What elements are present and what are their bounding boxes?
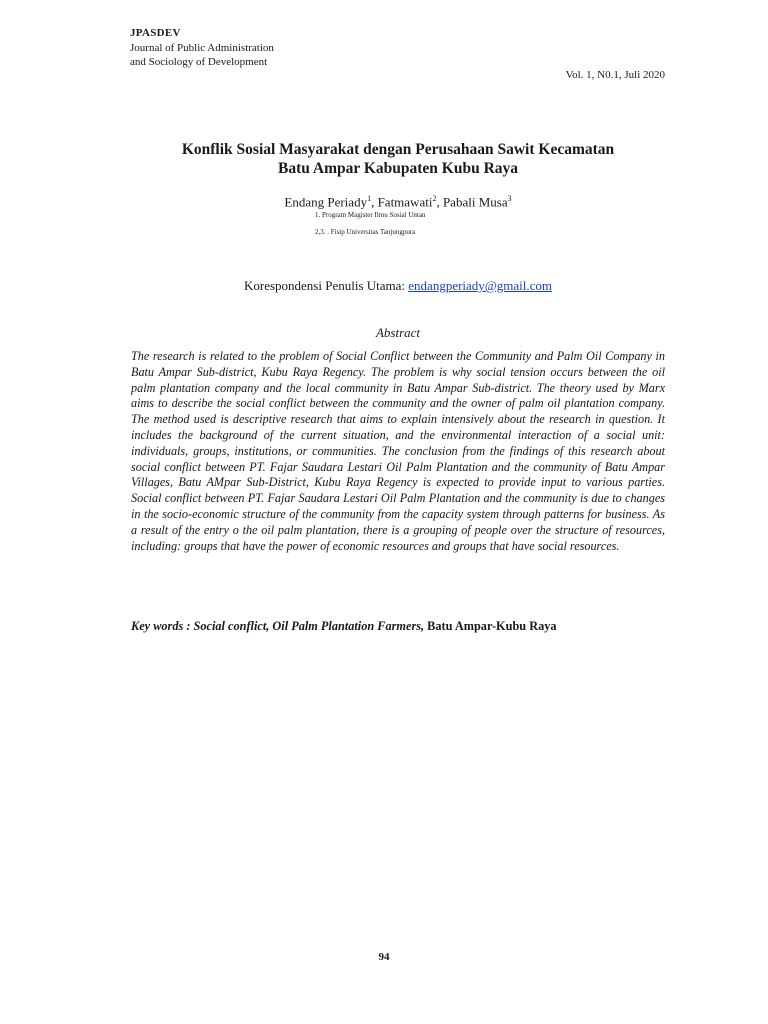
- keywords-label: Key words : Social conflict, Oil Palm Plantation Farmers,: [131, 619, 425, 633]
- author-name: Pabali Musa: [442, 194, 508, 210]
- author-affiliation-marker: 2: [432, 194, 437, 203]
- abstract-body: The research is related to the problem of Social Conflict between the Community and Palm Oil Company in Batu Ampar Sub-district, Kubu Raya Regency. The problem is why social tension occurs between the oil palm plantation company and the local community in Batu Ampar Sub-district. The theory used by Marx aims to describe the social conflict between the community and the owner of palm oil plantation company. The method used is descriptive research that aims to explain intensively about the research in question. It includes the background of the current situation, and the environmental interaction of a social unit: individuals, groups, institutions, or communities. The conclusion from the findings of this research about social conflict between PT. Fajar Saudara Lestari Oil Palm Plantation and the community of Batu Ampar Villages, Batu AMpar Sub-District, Kubu Raya Regency is expected to provide input to various parties. Social conflict between PT. Fajar Saudara Lestari Oil Palm Plantation and the community is due to changes in the socio-economic structure of the community from the capacity system through patterns for business. As a result of the entry o the oil palm plantation, there is a grouping of people over the structure of resources, including: groups that have the power of economic resources and groups that have social resources.: [131, 349, 665, 553]
- abstract-heading: Abstract: [375, 325, 421, 340]
- author-affiliation-marker: 3: [507, 194, 512, 203]
- author-list: [130, 194, 666, 210]
- author-affiliation-marker: 1: [367, 194, 372, 203]
- author-separator: ,: [371, 194, 378, 210]
- author-name: Endang Periady: [284, 194, 368, 210]
- correspondence-label: Korespondensi Penulis Utama:: [243, 278, 409, 293]
- title-line1: Konflik Sosial Masyarakat dengan Perusahaan Sawit Kecamatan: [181, 141, 615, 158]
- author-name: Fatmawati: [377, 194, 433, 210]
- correspondence-email-link[interactable]: endangperiady@gmail.com: [408, 278, 553, 293]
- author-separator: ,: [436, 194, 443, 210]
- correspondence-line: [130, 278, 666, 294]
- journal-name-line1: Journal of Public Administration: [130, 42, 274, 54]
- keywords-rest: Batu Ampar-Kubu Raya: [424, 619, 557, 633]
- keywords-line: [131, 619, 557, 634]
- article-title: [130, 140, 666, 178]
- journal-name-line2: and Sociology of Development: [130, 56, 268, 68]
- page-number: 94: [378, 951, 390, 963]
- affiliation-1: 1. Program Magister Ilmu Sosial Untan: [315, 211, 426, 219]
- affiliation-2: 2,3. . Fisip Universitas Tanjungpura: [315, 228, 416, 236]
- journal-code: JPASDEV: [130, 27, 181, 39]
- volume-info: Vol. 1, N0.1, Juli 2020: [565, 69, 665, 81]
- title-line2: Batu Ampar Kabupaten Kubu Raya: [277, 160, 519, 177]
